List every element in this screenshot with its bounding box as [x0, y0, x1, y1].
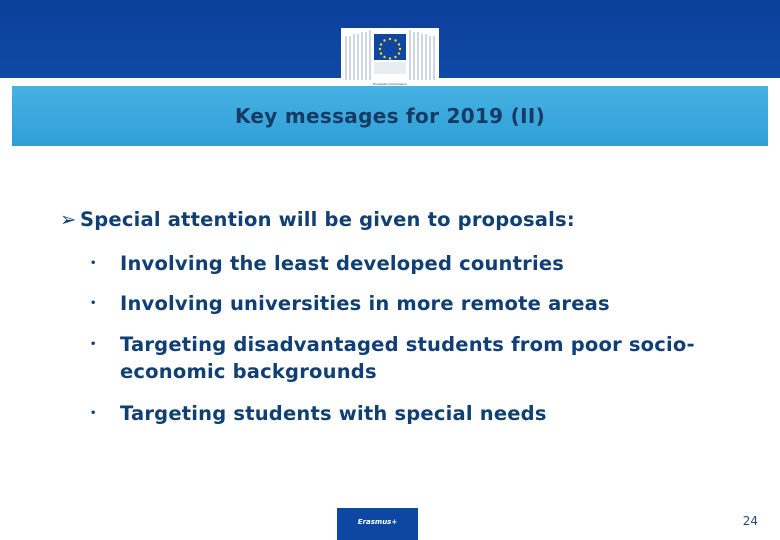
list-item-text: Targeting students with special needs — [120, 402, 547, 425]
logo-caption: European Commission — [373, 82, 407, 86]
bullet-icon: • — [90, 298, 97, 309]
list-item — [90, 400, 770, 427]
list-item — [90, 331, 730, 385]
list-item-text: Targeting disadvantaged students from poor socio-economic backgrounds — [120, 333, 695, 383]
bullet-icon: • — [90, 408, 97, 419]
bullet-icon: • — [90, 339, 97, 350]
european-commission-logo — [341, 28, 439, 86]
bullet-icon: • — [90, 258, 97, 269]
arrow-bullet-icon: ➢ — [60, 208, 77, 231]
main-point-text: Special attention will be given to proposals: — [80, 208, 575, 231]
list-item — [90, 290, 770, 317]
list-item-text: Involving universities in more remote areas — [120, 292, 610, 315]
list-item-text: Involving the least developed countries — [120, 252, 565, 275]
title-bar — [12, 86, 768, 146]
slide-title: Key messages for 2019 (II) — [234, 104, 546, 128]
main-point — [60, 208, 760, 231]
page-number: 24 — [742, 514, 758, 528]
list-item — [90, 250, 770, 277]
european-commission-logo-icon — [341, 28, 439, 82]
erasmus-plus-logo — [337, 508, 418, 540]
erasmus-plus-logo-text: Erasmus+ — [357, 518, 398, 526]
